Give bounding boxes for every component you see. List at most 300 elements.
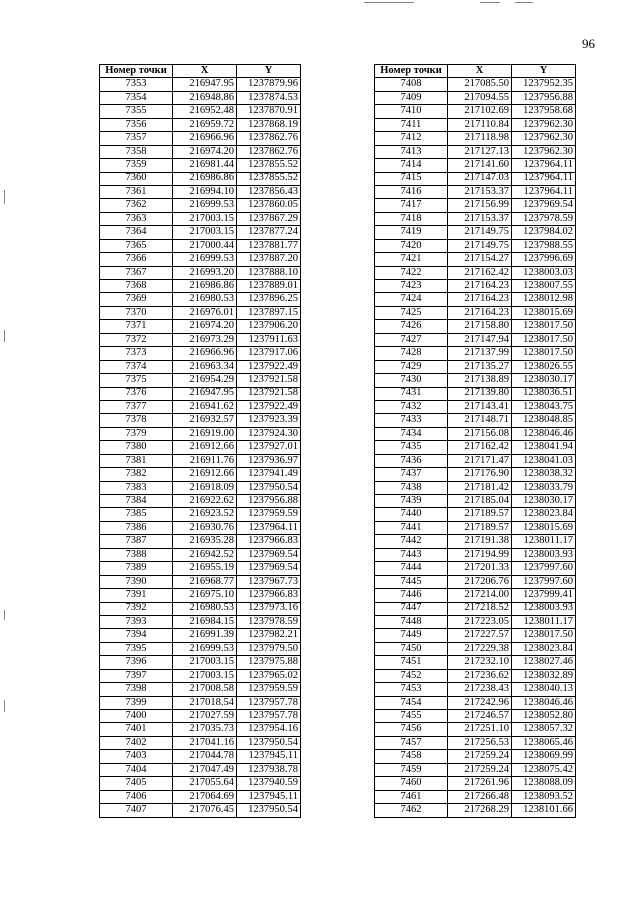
table-row: [375, 159, 576, 172]
cell-point-number: 7391: [100, 589, 173, 602]
cell-point-number: 7428: [375, 347, 448, 360]
cell-x: 216959.72: [173, 118, 237, 131]
cell-y: 1237950.54: [237, 736, 301, 749]
cell-point-number: 7364: [100, 226, 173, 239]
cell-x: 216981.44: [173, 159, 237, 172]
cell-point-number: 7445: [375, 575, 448, 588]
cell-point-number: 7461: [375, 790, 448, 803]
cell-point-number: 7398: [100, 683, 173, 696]
cell-x: 217003.15: [173, 226, 237, 239]
cell-point-number: 7435: [375, 441, 448, 454]
cell-point-number: 7437: [375, 468, 448, 481]
table-row: [375, 777, 576, 790]
cell-x: 217149.75: [448, 239, 512, 252]
table-row: [100, 481, 301, 494]
cell-point-number: 7380: [100, 441, 173, 454]
cell-x: 217102.69: [448, 105, 512, 118]
cell-y: 1237927.01: [237, 441, 301, 454]
scan-mark: [4, 330, 5, 342]
table-row: [375, 105, 576, 118]
cell-x: 217153.37: [448, 212, 512, 225]
cell-x: 217176.90: [448, 468, 512, 481]
cell-point-number: 7456: [375, 723, 448, 736]
cell-point-number: 7359: [100, 159, 173, 172]
cell-x: 216952.48: [173, 105, 237, 118]
cell-y: 1238017.50: [512, 629, 576, 642]
cell-point-number: 7365: [100, 239, 173, 252]
cell-point-number: 7357: [100, 132, 173, 145]
cell-x: 216930.76: [173, 521, 237, 534]
cell-y: 1238038.32: [512, 468, 576, 481]
cell-y: 1237936.97: [237, 454, 301, 467]
cell-point-number: 7460: [375, 777, 448, 790]
table-row: [375, 132, 576, 145]
cell-point-number: 7449: [375, 629, 448, 642]
table-row: [100, 669, 301, 682]
cell-point-number: 7414: [375, 159, 448, 172]
cell-x: 217162.42: [448, 266, 512, 279]
cell-y: 1237906.20: [237, 320, 301, 333]
cell-x: 216941.62: [173, 400, 237, 413]
cell-point-number: 7367: [100, 266, 173, 279]
cell-point-number: 7375: [100, 374, 173, 387]
cell-y: 1237897.15: [237, 306, 301, 319]
cell-x: 217266.48: [448, 790, 512, 803]
cell-y: 1237954.16: [237, 723, 301, 736]
cell-point-number: 7408: [375, 78, 448, 91]
cell-point-number: 7458: [375, 750, 448, 763]
scan-mark: [4, 610, 5, 620]
cell-x: 217259.24: [448, 750, 512, 763]
cell-x: 217194.99: [448, 548, 512, 561]
table-row: [375, 468, 576, 481]
cell-y: 1237917.06: [237, 347, 301, 360]
cell-x: 217143.41: [448, 400, 512, 413]
cell-point-number: 7404: [100, 763, 173, 776]
table-row: [100, 723, 301, 736]
table-row: [375, 212, 576, 225]
cell-y: 1237887.20: [237, 253, 301, 266]
cell-point-number: 7376: [100, 387, 173, 400]
cell-y: 1237997.60: [512, 575, 576, 588]
cell-y: 1238036.51: [512, 387, 576, 400]
cell-y: 1238023.84: [512, 508, 576, 521]
cell-point-number: 7457: [375, 736, 448, 749]
cell-y: 1237982.21: [237, 629, 301, 642]
table-row: [100, 333, 301, 346]
cell-x: 216974.20: [173, 320, 237, 333]
table-row: [375, 629, 576, 642]
cell-point-number: 7354: [100, 91, 173, 104]
cell-x: 217041.16: [173, 736, 237, 749]
cell-x: 216986.86: [173, 172, 237, 185]
cell-y: 1237862.76: [237, 132, 301, 145]
cell-point-number: 7381: [100, 454, 173, 467]
table-row: [100, 763, 301, 776]
cell-point-number: 7388: [100, 548, 173, 561]
table-row: [100, 132, 301, 145]
table-row: [375, 400, 576, 413]
table-row: [375, 656, 576, 669]
table-row: [100, 495, 301, 508]
cell-y: 1237867.29: [237, 212, 301, 225]
cell-point-number: 7424: [375, 293, 448, 306]
cell-point-number: 7405: [100, 777, 173, 790]
cell-x: 217251.10: [448, 723, 512, 736]
cell-y: 1237964.11: [512, 172, 576, 185]
cell-x: 217191.38: [448, 535, 512, 548]
cell-y: 1237962.30: [512, 145, 576, 158]
table-row: [100, 602, 301, 615]
cell-y: 1238088.09: [512, 777, 576, 790]
cell-x: 217227.57: [448, 629, 512, 642]
table-row: [100, 454, 301, 467]
cell-point-number: 7390: [100, 575, 173, 588]
cell-x: 216948.86: [173, 91, 237, 104]
table-row: [375, 495, 576, 508]
header-y: Y: [512, 65, 576, 78]
cell-point-number: 7433: [375, 414, 448, 427]
cell-y: 1237996.69: [512, 253, 576, 266]
cell-y: 1238003.03: [512, 266, 576, 279]
cell-y: 1237868.19: [237, 118, 301, 131]
cell-point-number: 7397: [100, 669, 173, 682]
cell-point-number: 7386: [100, 521, 173, 534]
table-row: [375, 145, 576, 158]
cell-x: 216975.10: [173, 589, 237, 602]
cell-point-number: 7382: [100, 468, 173, 481]
table-row: [100, 360, 301, 373]
cell-point-number: 7425: [375, 306, 448, 319]
cell-x: 217148.71: [448, 414, 512, 427]
cell-y: 1238003.93: [512, 602, 576, 615]
table-row: [100, 441, 301, 454]
cell-point-number: 7369: [100, 293, 173, 306]
cell-y: 1237921.58: [237, 374, 301, 387]
cell-x: 217000.44: [173, 239, 237, 252]
cell-point-number: 7452: [375, 669, 448, 682]
header-x: X: [448, 65, 512, 78]
cell-x: 216966.96: [173, 132, 237, 145]
cell-point-number: 7434: [375, 427, 448, 440]
cell-x: 217118.98: [448, 132, 512, 145]
table-row: [375, 736, 576, 749]
cell-y: 1238030.17: [512, 495, 576, 508]
table-row: [100, 266, 301, 279]
cell-x: 216999.53: [173, 199, 237, 212]
table-row: [375, 521, 576, 534]
cell-point-number: 7416: [375, 185, 448, 198]
cell-y: 1237950.54: [237, 804, 301, 817]
cell-point-number: 7451: [375, 656, 448, 669]
cell-point-number: 7353: [100, 78, 173, 91]
scan-mark: [364, 2, 414, 3]
table-row: [375, 642, 576, 655]
cell-point-number: 7406: [100, 790, 173, 803]
page-number: 96: [582, 36, 595, 51]
cell-point-number: 7358: [100, 145, 173, 158]
cell-point-number: 7441: [375, 521, 448, 534]
table-row: [375, 253, 576, 266]
table-row: [100, 199, 301, 212]
cell-point-number: 7455: [375, 710, 448, 723]
table-row: [100, 736, 301, 749]
table-row: [100, 105, 301, 118]
cell-point-number: 7402: [100, 736, 173, 749]
table-row: [100, 293, 301, 306]
cell-x: 217171.47: [448, 454, 512, 467]
cell-x: 217218.52: [448, 602, 512, 615]
cell-y: 1237924.30: [237, 427, 301, 440]
cell-x: 216993.20: [173, 266, 237, 279]
cell-y: 1237923.39: [237, 414, 301, 427]
cell-y: 1238041.03: [512, 454, 576, 467]
cell-x: 216912.66: [173, 441, 237, 454]
table-row: [100, 91, 301, 104]
table-row: [100, 629, 301, 642]
table-row: [375, 266, 576, 279]
table-row: [100, 280, 301, 293]
cell-x: 216984.15: [173, 615, 237, 628]
cell-y: 1238075.42: [512, 763, 576, 776]
cell-point-number: 7399: [100, 696, 173, 709]
cell-point-number: 7453: [375, 683, 448, 696]
cell-y: 1238032.89: [512, 669, 576, 682]
cell-point-number: 7430: [375, 374, 448, 387]
cell-y: 1237959.59: [237, 683, 301, 696]
table-row: [100, 414, 301, 427]
table-row: [375, 387, 576, 400]
cell-point-number: 7439: [375, 495, 448, 508]
cell-point-number: 7395: [100, 642, 173, 655]
cell-point-number: 7403: [100, 750, 173, 763]
cell-point-number: 7407: [100, 804, 173, 817]
cell-y: 1237973.16: [237, 602, 301, 615]
table-row: [375, 414, 576, 427]
cell-y: 1238041.94: [512, 441, 576, 454]
table-row: [100, 562, 301, 575]
cell-x: 217153.37: [448, 185, 512, 198]
table-row: [100, 656, 301, 669]
cell-y: 1237870.91: [237, 105, 301, 118]
cell-y: 1237984.02: [512, 226, 576, 239]
cell-x: 216999.53: [173, 253, 237, 266]
cell-y: 1237881.77: [237, 239, 301, 252]
cell-y: 1237874.53: [237, 91, 301, 104]
cell-y: 1237945.11: [237, 790, 301, 803]
table-row: [375, 615, 576, 628]
table-row: [375, 535, 576, 548]
cell-y: 1237969.54: [237, 562, 301, 575]
cell-y: 1237959.59: [237, 508, 301, 521]
cell-x: 216994.10: [173, 185, 237, 198]
cell-x: 217223.05: [448, 615, 512, 628]
cell-x: 217085.50: [448, 78, 512, 91]
cell-y: 1237938.78: [237, 763, 301, 776]
cell-point-number: 7415: [375, 172, 448, 185]
table-row: [375, 602, 576, 615]
cell-x: 217181.42: [448, 481, 512, 494]
table-header-row: [100, 65, 301, 78]
cell-x: 216911.76: [173, 454, 237, 467]
cell-point-number: 7374: [100, 360, 173, 373]
cell-x: 216976.01: [173, 306, 237, 319]
cell-x: 217064.69: [173, 790, 237, 803]
table-row: [375, 562, 576, 575]
table-row: [375, 374, 576, 387]
table-row: [100, 118, 301, 131]
coordinates-table-left: [99, 64, 301, 818]
scan-mark: [4, 190, 5, 204]
cell-point-number: 7361: [100, 185, 173, 198]
cell-point-number: 7379: [100, 427, 173, 440]
cell-y: 1238040.13: [512, 683, 576, 696]
cell-y: 1237911.63: [237, 333, 301, 346]
cell-point-number: 7442: [375, 535, 448, 548]
table-row: [100, 145, 301, 158]
cell-y: 1237877.24: [237, 226, 301, 239]
table-row: [375, 306, 576, 319]
table-row: [100, 535, 301, 548]
cell-y: 1237997.60: [512, 562, 576, 575]
table-row: [375, 710, 576, 723]
table-row: [375, 118, 576, 131]
cell-y: 1238011.17: [512, 615, 576, 628]
cell-x: 217135.27: [448, 360, 512, 373]
table-row: [100, 750, 301, 763]
table-row: [375, 454, 576, 467]
cell-point-number: 7423: [375, 280, 448, 293]
table-row: [375, 696, 576, 709]
scan-mark: [4, 700, 5, 712]
cell-x: 217256.53: [448, 736, 512, 749]
table-row: [375, 804, 576, 817]
cell-y: 1237940.59: [237, 777, 301, 790]
cell-y: 1237922.49: [237, 400, 301, 413]
cell-point-number: 7443: [375, 548, 448, 561]
cell-y: 1238046.46: [512, 696, 576, 709]
cell-x: 217232.10: [448, 656, 512, 669]
cell-point-number: 7450: [375, 642, 448, 655]
cell-point-number: 7448: [375, 615, 448, 628]
cell-x: 217162.42: [448, 441, 512, 454]
cell-y: 1237964.11: [512, 185, 576, 198]
cell-point-number: 7427: [375, 333, 448, 346]
cell-x: 217164.23: [448, 306, 512, 319]
cell-y: 1237978.59: [512, 212, 576, 225]
cell-point-number: 7421: [375, 253, 448, 266]
table-row: [375, 91, 576, 104]
cell-y: 1238015.69: [512, 521, 576, 534]
cell-y: 1237888.10: [237, 266, 301, 279]
table-row: [375, 790, 576, 803]
cell-y: 1238046.46: [512, 427, 576, 440]
cell-point-number: 7417: [375, 199, 448, 212]
cell-point-number: 7422: [375, 266, 448, 279]
cell-x: 216986.86: [173, 280, 237, 293]
cell-x: 216980.53: [173, 602, 237, 615]
cell-y: 1238065.46: [512, 736, 576, 749]
cell-y: 1237862.76: [237, 145, 301, 158]
cell-x: 217047.49: [173, 763, 237, 776]
table-row: [100, 226, 301, 239]
cell-x: 217201.33: [448, 562, 512, 575]
cell-point-number: 7459: [375, 763, 448, 776]
cell-y: 1237988.55: [512, 239, 576, 252]
cell-point-number: 7370: [100, 306, 173, 319]
cell-x: 217127.13: [448, 145, 512, 158]
cell-x: 216974.20: [173, 145, 237, 158]
table-row: [100, 683, 301, 696]
cell-x: 216922.62: [173, 495, 237, 508]
cell-x: 217268.29: [448, 804, 512, 817]
cell-y: 1237978.59: [237, 615, 301, 628]
cell-x: 217055.64: [173, 777, 237, 790]
cell-y: 1237956.88: [512, 91, 576, 104]
cell-x: 216918.09: [173, 481, 237, 494]
cell-y: 1238052.80: [512, 710, 576, 723]
table-row: [375, 750, 576, 763]
cell-x: 216932.57: [173, 414, 237, 427]
header-x: X: [173, 65, 237, 78]
cell-y: 1238030.17: [512, 374, 576, 387]
cell-x: 217147.03: [448, 172, 512, 185]
cell-x: 217141.60: [448, 159, 512, 172]
cell-y: 1237969.54: [512, 199, 576, 212]
cell-y: 1237855.52: [237, 159, 301, 172]
cell-y: 1237965.02: [237, 669, 301, 682]
table-row: [100, 589, 301, 602]
cell-x: 217138.89: [448, 374, 512, 387]
cell-y: 1238017.50: [512, 333, 576, 346]
cell-point-number: 7426: [375, 320, 448, 333]
table-row: [375, 589, 576, 602]
cell-y: 1237950.54: [237, 481, 301, 494]
cell-y: 1238048.85: [512, 414, 576, 427]
table-row: [375, 78, 576, 91]
cell-x: 216954.29: [173, 374, 237, 387]
cell-x: 216980.53: [173, 293, 237, 306]
cell-x: 217164.23: [448, 293, 512, 306]
cell-x: 217189.57: [448, 508, 512, 521]
header-point-number: Номер точки: [100, 65, 173, 78]
cell-x: 217003.15: [173, 669, 237, 682]
cell-x: 217137.99: [448, 347, 512, 360]
table-row: [100, 212, 301, 225]
cell-x: 216947.95: [173, 387, 237, 400]
cell-x: 217139.80: [448, 387, 512, 400]
cell-point-number: 7360: [100, 172, 173, 185]
table-row: [375, 199, 576, 212]
cell-x: 216923.52: [173, 508, 237, 521]
cell-x: 217246.57: [448, 710, 512, 723]
table-row: [100, 777, 301, 790]
cell-x: 217003.15: [173, 656, 237, 669]
cell-point-number: 7355: [100, 105, 173, 118]
table-row: [100, 374, 301, 387]
table-row: [100, 521, 301, 534]
cell-x: 217259.24: [448, 763, 512, 776]
cell-x: 217158.80: [448, 320, 512, 333]
cell-y: 1237966.83: [237, 535, 301, 548]
header-y: Y: [237, 65, 301, 78]
cell-x: 216968.77: [173, 575, 237, 588]
cell-y: 1237956.88: [237, 495, 301, 508]
table-row: [100, 804, 301, 817]
table-row: [100, 185, 301, 198]
cell-point-number: 7362: [100, 199, 173, 212]
table-row: [100, 790, 301, 803]
